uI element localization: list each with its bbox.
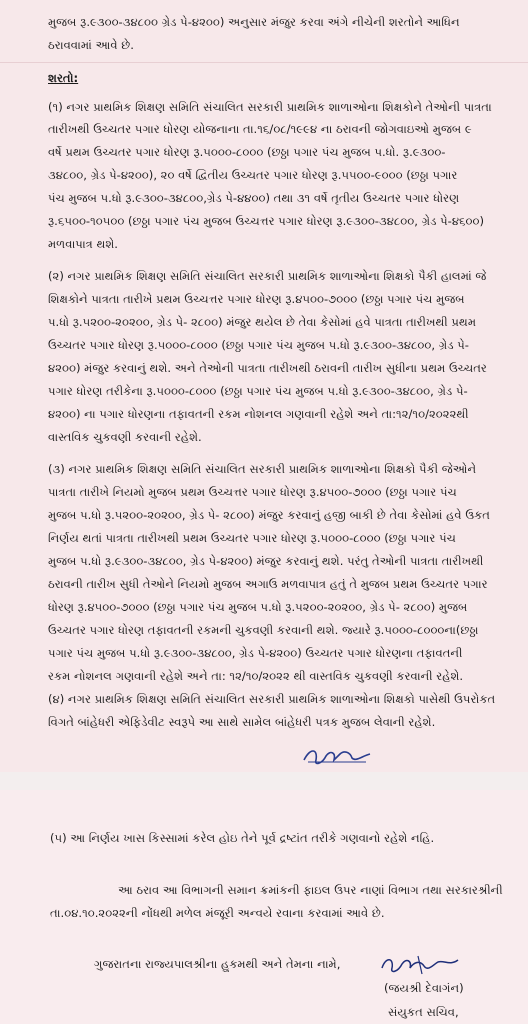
text-line: મુજબ પ.ધો રૂ.૯૩૦૦-૩૪૮૦૦, ગ્રેડ પે-૪૨૦૦) મંજુર કરવાનું થશે. પરંતુ તેઓની પાત્રતા તારીખથી <box>48 554 484 568</box>
text-line: રકમ નોશનલ ગણવાની રહેશે અને તા: ૧૨/૧૦/૨૦૨૨ થી વાસ્તવિક ચુકવણી કરવાની રહેશે. <box>48 669 464 683</box>
text-line: ધોરણ રૂ.૪૫૦૦-૭૦૦૦ (છઠ્ઠા પગાર પંચ મુજબ પ.ધો રૂ.૫૨૦૦-૨૦૨૦૦, ગ્રેડ પે- ૨૮૦૦) મુજબ <box>48 600 468 614</box>
text-line: શિક્ષકોને પાત્રતા તારીખે પ્રથમ ઉચ્ચત્તર પગાર ધોરણ રૂ.૪૫૦૦-૭૦૦૦ (છઠ્ઠા પગાર પંચ મુજબ <box>48 292 465 306</box>
text-line: પંચ મુજબ પ.ધો રૂ.૯૩૦૦-૩૪૮૦૦,ગ્રેડ પે-૪૪૦૦) તથા ૩૧ વર્ષે તૃતીય ઉચ્ચતર પગાર ધોરણ <box>48 191 460 205</box>
clause-5: (૫) આ નિર્ણય ખાસ કિસ્સામાં કરેલ હોઇ તેને પૂર્વ દ્રષ્ટાંત તરીકે ગણવાનો રહેશે નહિ. <box>50 831 435 845</box>
page-gap <box>0 772 528 790</box>
text-line: ૪૨૦૦) ના પગાર ધોરણના તફાવતની રકમ નોશનલ ગણવાની રહેશે અને તા:૧૨/૧૦/૨૦૨૨થી <box>48 407 469 421</box>
paragraph-line: તા.૦૪.૧૦.૨૦૨૨ની નોંધથી મળેલ મંજૂરી અન્વયે રવાના કરવામાં આવે છે. <box>50 906 385 920</box>
text-line: પગાર પંચ મુજબ પ.ધો રૂ.૯૩૦૦-૩૪૮૦૦, ગ્રેડ પે-૪૨૦૦) ઉચ્ચતર પગાર ધોરણના તફાવતની <box>48 646 463 660</box>
text-line: મુજબ પ.ધો રૂ.૫૨૦૦-૨૦૨૦૦, ગ્રેડ પે- ૨૮૦૦) મંજુર કરવાનું હજી બાકી છે તેવા કેસોમાં હવે ઉકત <box>48 508 490 522</box>
text-line: ઉચ્ચતર પગાર ધોરણ તફાવતની રકમની ચુકવણી કરવાની થશે. જ્યારે રૂ.૫૦૦૦-૮૦૦૦ના(છઠ્ઠા <box>48 623 479 637</box>
text-line: (૧) નગર પ્રાથમિક શિક્ષણ સમિતિ સંચાલિત સરકારી પ્રાથમિક શાળાઓના શિક્ષકોને તેઓની પાત્રતા <box>48 100 492 114</box>
text-line: (૪) નગર પ્રાથમિક શિક્ષણ સમિતિ સંચાલિત સરકારી પ્રાથમિક શાળાઓના શિક્ષકો પાસેથી ઉપરોકત <box>48 692 496 706</box>
text-line: પ.ધો રૂ.૫૨૦૦-૨૦૨૦૦, ગ્રેડ પે- ૨૮૦૦) મંજુર થયેલ છે તેવા કેસોમાં હવે પાત્રતા તારીખથી પ્રથમ <box>48 315 477 329</box>
document-page-2 <box>0 790 528 1024</box>
text-line: વિગતે બાંહેધરી એફિડેવીટ સ્વરૂપે આ સાથે સામેલ બાંહેધરી પત્રક મુજબ લેવાની રહેશે. <box>48 715 436 729</box>
text-line: મુજબ રૂ.૯૩૦૦-૩૪૮૦૦ ગ્રેડ પે-૪૨૦૦) અનુસાર મંજુર કરવા અંગે નીચેની શરતોને આધિન <box>48 15 460 29</box>
signatory-name: (જયશ્રી દેવાગંન) <box>384 981 464 995</box>
text-line: વાસ્તવિક ચુકવણી કરવાની રહેશે. <box>48 430 202 444</box>
text-line: (૨) નગર પ્રાથમિક શિક્ષણ સમિતિ સંચાલિત સરકારી પ્રાથમિક શાળાઓના શિક્ષકો પૈકી હાલમાં જે <box>48 269 487 283</box>
text-line: તારીખથી ઉચ્ચતર પગાર ધોરણ યોજનાના તા.૧૬/૦૮/૧૯૯૪ ના ઠરાવની જોગવાઇઓ મુજબ ૯ <box>48 122 472 136</box>
text-line: (૩) નગર પ્રાથમિક શિક્ષણ સમિતિ સંચાલિત સરકારી પ્રાથમિક શાળાઓના શિક્ષકો પૈકી જેઓને <box>48 462 477 476</box>
text-line: પાત્રતા તારીખે નિયમો મુજબ પ્રથમ ઉચ્ચત્તર પગાર ધોરણ રૂ.૪૫૦૦-૭૦૦૦ (છઠ્ઠા પગાર પંચ <box>48 485 457 499</box>
text-line: ઠરાવની તારીખ સુધી તેઓને નિયમો મુજબ અગાઉ મળવાપાત્ર હતું તે મુજબ પ્રથમ ઉચ્ચતર પગાર <box>48 577 488 591</box>
paragraph-line: આ ઠરાવ આ વિભાગની સમાન ક્રમાંકની ફાઇલ ઉપર નાણાં વિભાગ તથા સરકારશ્રીની <box>118 883 503 897</box>
text-line: નિર્ણય થતાં પાત્રતા તારીખથી પ્રથમ ઉચ્ચતર પગાર ધોરણ રૂ.૫૦૦૦-૮૦૦૦ (છઠ્ઠા પગાર પંચ <box>48 531 456 545</box>
text-line: ઠરાવવામાં આવે છે. <box>48 38 134 52</box>
text-line: ૩૪૮૦૦, ગ્રેડ પે-૪૨૦૦), ૨૦ વર્ષે દ્વિતીય ઉચ્ચતર પગાર ધોરણ રૂ.૫૫૦૦-૯૦૦૦ (છઠ્ઠા પગાર <box>48 168 458 182</box>
text-line: ઉચ્ચતર પગાર ધોરણ રૂ.૫૦૦૦-૮૦૦૦ (છઠ્ઠા પગાર પંચ મુજબ પ.ધો રૂ.૯૩૦૦-૩૪૮૦૦, ગ્રેડ પે- <box>48 338 469 352</box>
section-heading-conditions: શરતો: <box>48 71 79 85</box>
signature <box>378 952 462 978</box>
text-line: પગાર ધોરણ તરીકેના રૂ.૫૦૦૦-૮૦૦૦ (છઠ્ઠા પગાર પંચ મુજબ પ.ધો રૂ.૯૩૦૦-૩૪૮૦૦, ગ્રેડ પે- <box>48 384 468 398</box>
text-line: ૪૨૦૦) મંજુર કરવાનું થશે. અને તેઓની પાત્રતા તારીખથી ઠરાવની તારીખ સુધીના પ્રથમ ઉચ્ચતર <box>48 361 487 375</box>
signatory-title: સંયુકત સચિવ, <box>388 1005 459 1019</box>
faint-rule <box>0 62 528 63</box>
text-line: મળવાપાત્ર થશે. <box>48 237 118 251</box>
signature-initials <box>300 742 372 768</box>
text-line: રૂ.૬૫૦૦-૧૦૫૦૦ (છઠ્ઠા પગાર પંચ મુજબ ઉચ્ચત્તર પગાર ધોરણ રૂ.૯૩૦૦-૩૪૮૦૦, ગ્રેડ પે-૪૬૦૦) <box>48 214 484 228</box>
text-line: વર્ષે પ્રથમ ઉચ્ચતર પગાર ધોરણ રૂ.૫૦૦૦-૮૦૦૦ (છઠ્ઠા પગાર પંચ મુજબ પ.ધો. રૂ.૯૩૦૦- <box>48 145 446 159</box>
order-line: ગુજરાતના રાજ્યપાલશ્રીના હુકમથી અને તેમના નામે, <box>94 957 341 971</box>
